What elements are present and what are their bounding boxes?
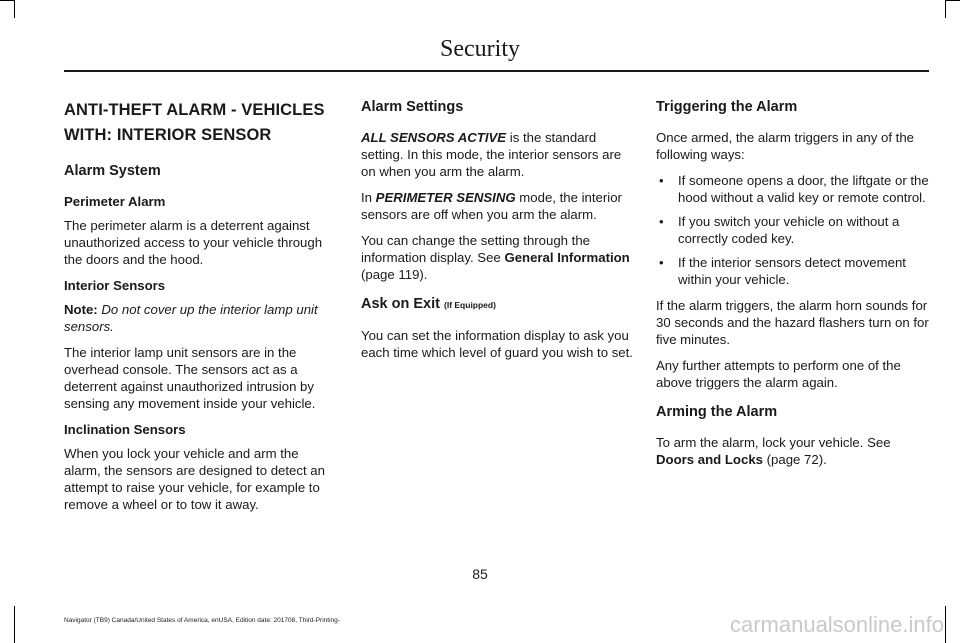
perimeter-alarm-text: The perimeter alarm is a deterrent against unauthorized access to your vehicle through the doors and the hood. — [64, 218, 323, 267]
list-item-text: If the interior sensors detect movement within your vehicle. — [678, 255, 906, 287]
crop-mark — [945, 606, 946, 643]
perimeter-sensing-text: mode, the interior sensors are off when you arm the alarm. — [361, 190, 622, 222]
footer-edition-text: Navigator (TB9) Canada/United States of America, enUSA, Edition date: 201708, Third-Printing- — [64, 617, 340, 624]
bullet-icon: • — [659, 214, 664, 229]
crop-mark — [945, 0, 946, 18]
list-item — [656, 254, 930, 288]
all-sensors-paragraph — [361, 129, 633, 180]
column-2 — [361, 98, 633, 370]
alarm-triggers-text: If the alarm triggers, the alarm horn sounds for 30 seconds and the hazard flashers turn on for five minutes. — [656, 298, 929, 347]
note — [64, 301, 338, 335]
page-number: 85 — [472, 566, 488, 582]
list-item — [656, 213, 930, 247]
in-word: In — [361, 190, 376, 205]
bullet-icon: • — [659, 255, 664, 270]
section-heading — [64, 98, 338, 148]
arming-heading: Arming the Alarm — [656, 404, 778, 420]
arming-text: To arm the alarm, lock your vehicle. See — [656, 435, 891, 450]
ask-on-exit-text: You can set the information display to ask you each time which level of guard you wish to set. — [361, 328, 633, 360]
watermark: carmanualsonline.info — [729, 612, 944, 637]
once-armed-text: Once armed, the alarm triggers in any of the following ways: — [656, 130, 915, 162]
bullet-icon: • — [659, 173, 664, 188]
general-information-page: (page 119). — [361, 267, 428, 282]
doors-and-locks-page: (page 72). — [763, 452, 827, 467]
perimeter-alarm-heading: Perimeter Alarm — [64, 194, 166, 209]
note-text: Do not cover up the interior lamp unit sensors. — [64, 302, 318, 334]
page-header-title: Security — [440, 36, 520, 62]
interior-sensors-text: The interior lamp unit sensors are in the overhead console. The sensors act as a deterrent against unauthorized intrusion by sensing any movement inside your vehicle. — [64, 345, 316, 411]
ask-on-exit-title: Ask on Exit — [361, 296, 440, 312]
alarm-settings-heading: Alarm Settings — [361, 99, 464, 115]
general-information-link[interactable]: General Information — [504, 250, 630, 265]
column-1 — [64, 98, 338, 522]
doors-and-locks-link[interactable]: Doors and Locks — [656, 452, 763, 467]
perimeter-sensing-term: PERIMETER SENSING — [375, 190, 516, 205]
list-item — [656, 172, 930, 206]
if-equipped-tag: (If Equipped) — [444, 300, 496, 310]
inclination-sensors-text: When you lock your vehicle and arm the alarm, the sensors are designed to detect an attempt to raise your vehicle, for example to remove a wheel or to tow it away. — [64, 446, 325, 512]
list-item-text: If you switch your vehicle on without a correctly coded key. — [678, 214, 900, 246]
change-setting-text: You can change the setting through the information display. See — [361, 233, 591, 265]
inclination-sensors-heading: Inclination Sensors — [64, 422, 186, 437]
section-heading-line-1: ANTI-THEFT ALARM - VEHICLES — [64, 101, 325, 119]
change-setting-paragraph — [361, 232, 633, 283]
header-rule — [64, 70, 929, 72]
perimeter-sensing-paragraph — [361, 189, 633, 223]
crop-mark — [14, 606, 15, 643]
list-item-text: If someone opens a door, the liftgate or the hood without a valid key or remote control. — [678, 173, 929, 205]
crop-mark — [14, 0, 15, 18]
all-sensors-text: is the standard setting. In this mode, the interior sensors are on when you arm the alarm. — [361, 130, 622, 179]
interior-sensors-heading: Interior Sensors — [64, 278, 166, 293]
further-attempts-text: Any further attempts to perform one of the above triggers the alarm again. — [656, 358, 901, 390]
arming-paragraph — [656, 434, 930, 468]
crop-mark — [0, 0, 14, 1]
note-label: Note: — [64, 302, 98, 317]
alarm-system-heading: Alarm System — [64, 163, 161, 179]
all-sensors-term: ALL SENSORS ACTIVE — [361, 130, 507, 145]
ask-on-exit-heading — [361, 295, 633, 315]
trigger-list — [656, 172, 930, 288]
column-3 — [656, 98, 930, 477]
triggering-heading: Triggering the Alarm — [656, 99, 798, 115]
crop-mark — [946, 0, 960, 1]
section-heading-line-2: WITH: INTERIOR SENSOR — [64, 126, 272, 144]
